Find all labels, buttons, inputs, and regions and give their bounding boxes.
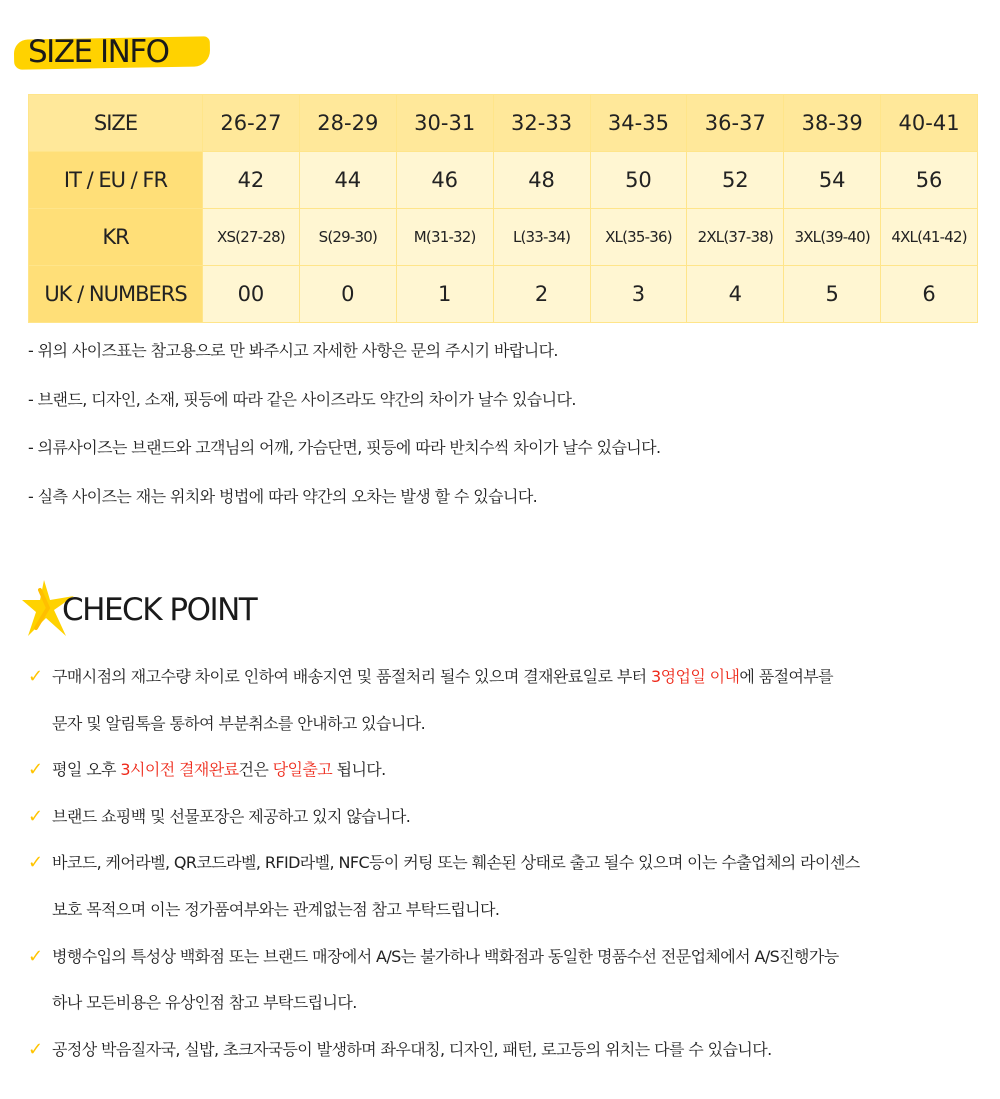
item-text: 병행수입의 특성상 백화점 또는 브랜드 매장에서 A/S는 불가하나 백화점과 동일한 명품수선 전문업체에서 A/S진행가능	[52, 946, 839, 966]
check-point-title-text: CHECK POINT	[62, 592, 257, 628]
size-header-row	[29, 95, 978, 152]
table-cell: 44	[299, 152, 396, 209]
list-item-continuation: 하나 모든비용은 유상인점 참고 부탁드립니다.	[52, 993, 357, 1013]
table-cell: 2XL(37-38)	[687, 209, 784, 266]
check-icon: ✓	[28, 805, 43, 827]
table-cell: 50	[590, 152, 687, 209]
check-icon: ✓	[28, 759, 43, 781]
table-cell: 56	[881, 152, 978, 209]
row-header: KR	[29, 209, 203, 266]
list-item-continuation: 보호 목적으며 이는 정가품여부와는 관계없는점 참고 부탁드립니다.	[52, 899, 500, 919]
table-cell: 0	[299, 266, 396, 323]
list-item	[28, 802, 988, 849]
size-info-title-text: SIZE INFO	[28, 34, 169, 70]
table-cell: 4	[687, 266, 784, 323]
table-cell: S(29-30)	[299, 209, 396, 266]
check-point-title	[22, 580, 257, 640]
table-cell: XS(27-28)	[203, 209, 300, 266]
column-header: 30-31	[396, 95, 493, 152]
highlight-text: 3영업일 이내	[651, 667, 740, 686]
table-row	[29, 152, 978, 209]
table-cell: XL(35-36)	[590, 209, 687, 266]
item-text: 구매시점의 재고수량 차이로 인하여 배송지연 및 품절처리 될수 있으며 결재완료일로 부터	[52, 667, 652, 686]
row-header: IT / EU / FR	[29, 152, 203, 209]
table-cell: 4XL(41-42)	[881, 209, 978, 266]
item-text: 에 품절여부를	[739, 667, 834, 686]
table-cell: 2	[493, 266, 590, 323]
check-icon: ✓	[28, 852, 43, 874]
column-header: 36-37	[687, 95, 784, 152]
item-text: 바코드, 케어라벨, QR코드라벨, RFID라벨, NFC등이 커팅 또는 훼손된 상태로 출고 될수 있으며 이는 수출업체의 라이센스	[52, 853, 860, 873]
column-header: 40-41	[881, 95, 978, 152]
list-item	[28, 942, 988, 989]
table-cell: 42	[203, 152, 300, 209]
size-note: - 의류사이즈는 브랜드와 고객님의 어깨, 가슴단면, 핏등에 따라 반치수씩 차이가 날수 있습니다.	[28, 438, 661, 458]
table-cell: 1	[396, 266, 493, 323]
check-icon: ✓	[28, 945, 43, 967]
list-item	[28, 1035, 988, 1082]
table-cell: 52	[687, 152, 784, 209]
item-text: 건은	[238, 760, 273, 780]
column-header: 38-39	[784, 95, 881, 152]
size-note: - 위의 사이즈표는 참고용으로 만 봐주시고 자세한 사항은 문의 주시기 바랍니다.	[28, 341, 558, 360]
table-cell: 3XL(39-40)	[784, 209, 881, 266]
table-row	[29, 209, 978, 266]
table-cell: 46	[396, 152, 493, 209]
item-text: 평일 오후	[52, 760, 121, 780]
column-header: 34-35	[590, 95, 687, 152]
table-cell: 48	[493, 152, 590, 209]
column-header: 28-29	[299, 95, 396, 152]
table-row	[29, 266, 978, 323]
check-icon: ✓	[28, 1038, 43, 1060]
table-cell: 6	[881, 266, 978, 323]
item-text: 브랜드 쇼핑백 및 선물포장은 제공하고 있지 않습니다.	[52, 806, 411, 826]
item-text: 됩니다.	[332, 760, 386, 780]
table-cell: 3	[590, 266, 687, 323]
size-info-title	[28, 30, 169, 74]
check-icon: ✓	[28, 666, 43, 687]
table-cell: 5	[784, 266, 881, 323]
table-cell: M(31-32)	[396, 209, 493, 266]
table-cell: L(33-34)	[493, 209, 590, 266]
size-note: - 브랜드, 디자인, 소재, 핏등에 따라 같은 사이즈라도 약간의 차이가 날수 있습니다.	[28, 389, 576, 409]
highlight-text: 3시이전 결재완료	[120, 760, 239, 780]
table-cell: 54	[784, 152, 881, 209]
list-item-continuation: 문자 및 알림톡을 통하여 부분취소를 안내하고 있습니다.	[52, 713, 426, 733]
column-header: 32-33	[493, 95, 590, 152]
list-item	[28, 662, 988, 709]
list-item	[28, 848, 988, 895]
item-text: 공정상 박음질자국, 실밥, 초크자국등이 발생하며 좌우대칭, 디자인, 패턴, 로고등의 위치는 다를 수 있습니다.	[52, 1039, 772, 1059]
highlight-text: 당일출고	[272, 760, 333, 780]
check-point-list	[28, 662, 988, 1081]
size-table	[28, 94, 978, 323]
row-header: UK / NUMBERS	[29, 266, 203, 323]
column-header: 26-27	[203, 95, 300, 152]
column-header: SIZE	[29, 95, 203, 152]
list-item	[28, 755, 988, 802]
size-note: - 실측 사이즈는 재는 위치와 벙법에 따라 약간의 오차는 발생 할 수 있습니다.	[28, 486, 538, 506]
size-notes	[28, 336, 661, 530]
table-cell: 00	[203, 266, 300, 323]
